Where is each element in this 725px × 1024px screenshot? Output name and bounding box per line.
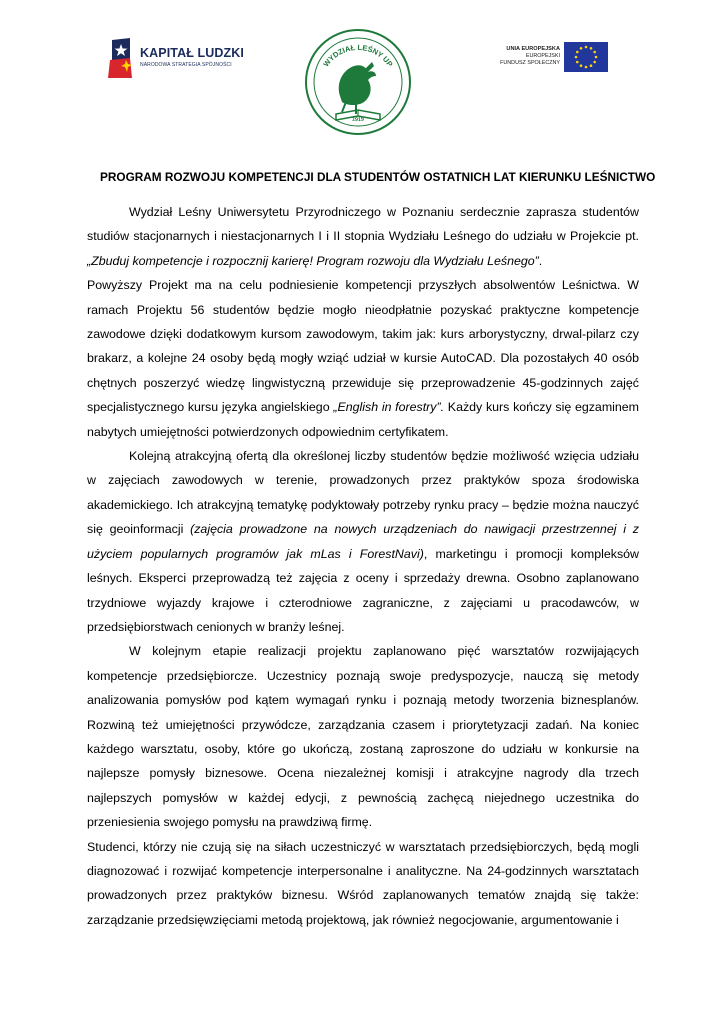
kapital-ludzki-flag-icon xyxy=(108,38,134,78)
paragraph-1-text: Wydział Leśny Uniwersytetu Przyrodniczego w Poznaniu serdecznie zaprasza studentów studiów stacjonarnych i niestacjonarnych I i II stopnia Wydziału Leśnego do udziału w Projekcie pt. xyxy=(87,205,639,244)
emblem-ring-text: WYDZIAŁ LEŚNY UP xyxy=(321,42,395,69)
document-title: PROGRAM ROZWOJU KOMPETENCJI DLA STUDENTÓW OSTATNICH LAT KIERUNKU LEŚNICTWO xyxy=(100,170,656,184)
paragraph-2-end: Każdy kurs kończy się egzaminem nabytych umiejętności potwierdzonych odpowiednim certyfikatem. xyxy=(87,400,639,439)
paragraph-4: W kolejnym etapie realizacji projektu zaplanowano pięć warsztatów rozwijających kompetencje przedsiębiorcze. Uczestnicy poznają swoje predyspozycje, nauczą się metody analizowania pomysłów pod kątem wymagań rynku i poznają metody tworzenia biznesplanów. Rozwiną też umiejętności przywódcze, zarządzania czasem i priorytetyzacji zadań. Na koniec każdego warsztatu, osoby, które go ukończą, zostaną zaproszone do udziału w konkursie na najlepsze pomysły biznesowe. Ocena niezależnej komisji i atrakcyjne nagrody dla trzech najlepszych pomysłów w każdej edycji, z pewnością zachęcą niejednego uczestnika do przeniesienia swojego pomysłu na prawdziwą firmę. xyxy=(87,644,639,830)
ue-line3: FUNDUSZ SPOŁECZNY xyxy=(500,60,560,66)
paragraph-5: Studenci, którzy nie czują się na siłach uczestniczyć w warsztatach przedsiębiorczych, będą mogli diagnozować i rozwijać kompetencje interpersonalne i analityczne. Na 24-godzinnych warsztatach prowadzonych przez praktyków biznesu. Wśród zaplanowanych tematów znajdą się także: zarządzanie przedsięwzięciami metodą projektową, jak również negocjowanie, argumentowanie i xyxy=(87,839,639,927)
paragraph-2-text: Powyższy Projekt ma na celu podniesienie kompetencji przyszłych absolwentów Leśnictwa. W ramach Projektu 56 studentów będzie mogło nieodpłatnie pozyskać praktyczne kompetencje zawodowe dzięki dodatkowym kursom zawodowym, takim jak: kurs arborystyczny, drwal-pilarz czy brakarz, a kolejne 24 osoby będą mogły wziąć udział w kursie AutoCAD. Dla pozostałych 40 osób chętnych poszerzyć wiedzę lingwistyczną przewiduje się przeprowadzenie 45-godzinnych zajęć specjalistycznego kursu języka angielskiego xyxy=(87,278,639,415)
english-course-italic: „English in forestry”. xyxy=(333,400,445,415)
geoinformation-italic: (zajęcia prowadzone na nowych urządzeniach do nawigacji przestrzennej i z użyciem popularnych programów jak mLas i ForestNavi) xyxy=(87,522,639,561)
kapital-ludzki-logo xyxy=(108,38,248,82)
document-body xyxy=(87,200,639,932)
paragraph-3-end: , marketingu i promocji kompleksów leśnych. Eksperci przeprowadzą też zajęcia z oceny i sprzedaży drewna. Osobno zaplanowano trzydniowe wyjazdy krajowe i czterodniowe zagraniczne, z zajęciami u pracodawców, w przedsiębiorstwach cenionych w branży leśnej. xyxy=(87,546,639,634)
paragraph-2 xyxy=(87,273,639,444)
ue-line1: UNIA EUROPEJSKA xyxy=(506,46,560,52)
unia-europejska-logo xyxy=(490,42,608,74)
emblem-year-text: 1919 xyxy=(351,116,365,124)
kapital-ludzki-title: KAPITAŁ LUDZKI xyxy=(140,46,244,60)
paragraph-3 xyxy=(87,444,639,639)
wydzial-lesny-emblem xyxy=(302,26,414,138)
project-title-italic: „Zbuduj kompetencje i rozpocznij karierę! Program rozwoju dla Wydziału Leśnego” xyxy=(87,253,539,268)
paragraph-1 xyxy=(87,200,639,273)
paragraph-3-text: Kolejną atrakcyjną ofertą dla określonej liczby studentów będzie możliwość wzięcia udziału w zajęciach zawodowych w terenie, prowadzonych przez praktyków spoza środowiska akademickiego. Ich atrakcyjną tematykę podyktowały potrzeby rynku pracy – będzie można nauczyć się geoinformacji xyxy=(87,449,639,537)
ue-line2: EUROPEJSKI xyxy=(525,53,560,59)
eu-flag-icon xyxy=(564,42,608,72)
paragraph-1-end: . xyxy=(538,253,543,268)
kapital-ludzki-subtitle: NARODOWA STRATEGIA SPÓJNOŚCI xyxy=(140,62,232,68)
